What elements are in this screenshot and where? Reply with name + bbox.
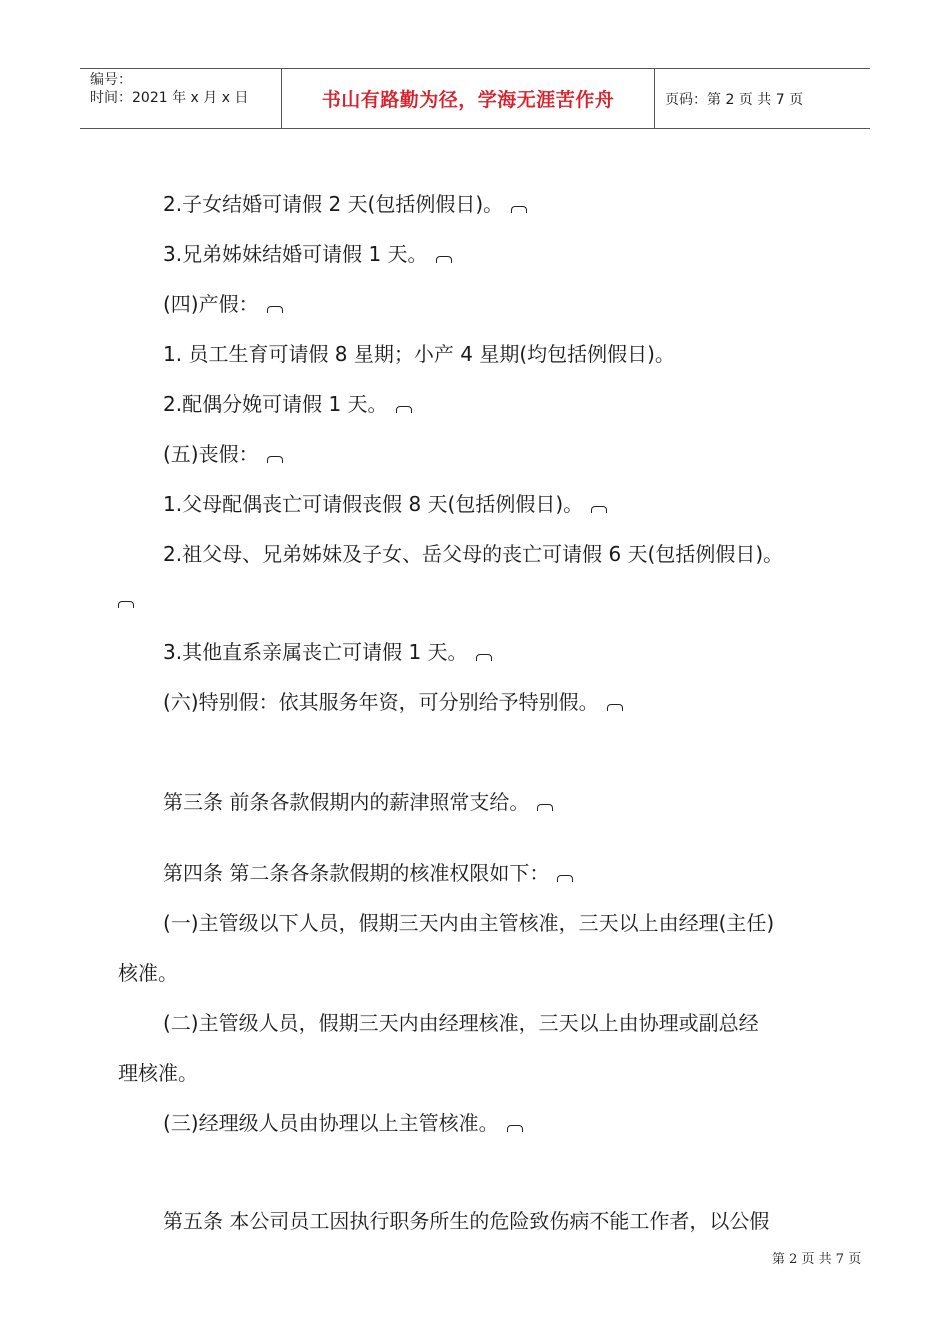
paragraph-line: 2.配偶分娩可请假 1 天。 xyxy=(163,391,412,417)
paragraph-mark-icon xyxy=(511,206,527,213)
article-line: 第五条 本公司员工因执行职务所生的危险致伤病不能工作者，以公假 xyxy=(163,1209,770,1233)
paragraph-line: 1. 员工生育可请假 8 星期；小产 4 星期(均包括例假日)。 xyxy=(163,342,675,366)
paragraph-mark-icon xyxy=(267,306,283,313)
paragraph-mark-icon xyxy=(476,654,492,661)
page-header xyxy=(80,68,870,129)
paragraph-line: (一)主管级以下人员，假期三天内由主管核准，三天以上由经理(主任) xyxy=(163,911,775,935)
header-number: 编号： xyxy=(90,72,132,88)
paragraph-mark-icon xyxy=(557,875,573,882)
section-heading: (四)产假： xyxy=(163,291,283,317)
paragraph-line: 2.子女结婚可请假 2 天(包括例假日)。 xyxy=(163,191,527,217)
header-page-cell xyxy=(655,69,870,128)
paragraph-line: 1.父母配偶丧亡可请假丧假 8 天(包括例假日)。 xyxy=(163,491,607,517)
paragraph-mark-icon xyxy=(267,456,283,463)
paragraph-line: 3.兄弟姊妹结婚可请假 1 天。 xyxy=(163,241,452,267)
paragraph-line: 核准。 xyxy=(118,961,178,985)
paragraph-line: 理核准。 xyxy=(118,1061,198,1085)
section-heading: (五)丧假： xyxy=(163,441,283,467)
header-motto: 书山有路勤为径，学海无涯苦作舟 xyxy=(321,89,615,111)
paragraph-line: 3.其他直系亲属丧亡可请假 1 天。 xyxy=(163,639,492,665)
header-page-number: 页码：第 2 页 共 7 页 xyxy=(665,91,804,108)
paragraph-mark-icon xyxy=(396,406,412,413)
paragraph-mark-icon xyxy=(118,601,134,608)
header-time: 时间：2021 年 x 月 x 日 xyxy=(90,90,249,106)
page-footer: 第 2 页 共 7 页 xyxy=(772,1252,862,1267)
article-line: 第三条 前条各款假期内的薪津照常支给。 xyxy=(163,789,553,815)
paragraph-line: 2.祖父母、兄弟姊妹及子女、岳父母的丧亡可请假 6 天(包括例假日)。 xyxy=(163,542,784,566)
article-line: 第四条 第二条各条款假期的核准权限如下： xyxy=(163,860,573,886)
header-motto-cell xyxy=(282,69,655,128)
header-meta xyxy=(80,69,282,128)
paragraph-line: (三)经理级人员由协理以上主管核准。 xyxy=(163,1110,523,1136)
paragraph-line: (二)主管级人员，假期三天内由经理核准，三天以上由协理或副总经 xyxy=(163,1011,759,1035)
paragraph-line: (六)特别假：依其服务年资，可分别给予特别假。 xyxy=(163,689,623,715)
paragraph-mark-icon xyxy=(436,256,452,263)
paragraph-mark-icon xyxy=(507,1125,523,1132)
paragraph-mark-icon xyxy=(607,704,623,711)
paragraph-mark-icon xyxy=(591,506,607,513)
paragraph-mark-icon xyxy=(537,804,553,811)
